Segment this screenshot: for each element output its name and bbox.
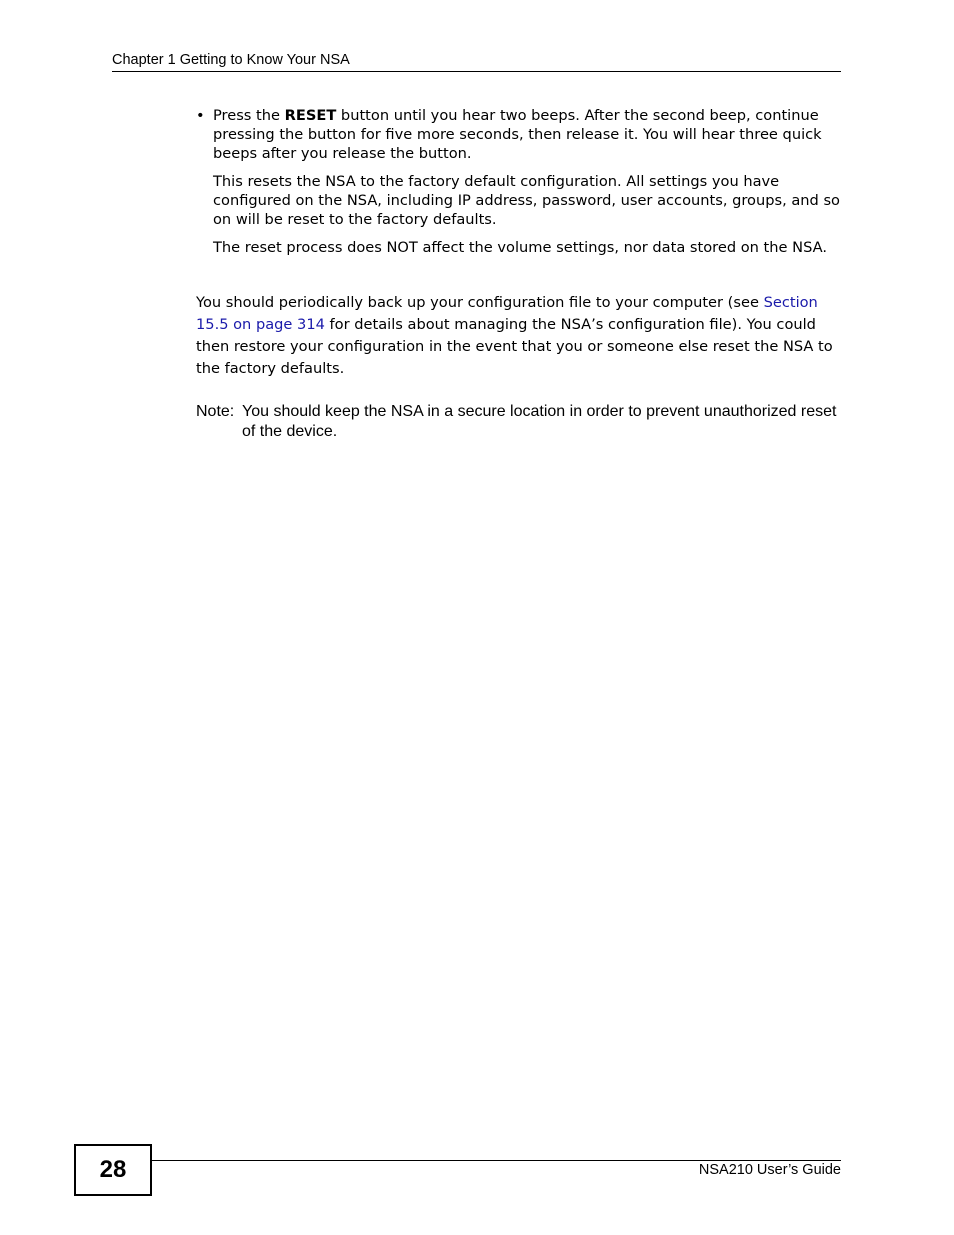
backup-text-start: You should periodically back up your configuration file to your computer (see [196, 294, 764, 311]
bullet-text-end: button until you hear two beeps. After the second beep, continue pressing the button for five more seconds, then release it. You will hear three quick beeps after you release the button. [213, 107, 822, 162]
footer-divider [152, 1160, 841, 1161]
bullet-text-start: Press the [213, 107, 285, 124]
chapter-header: Chapter 1 Getting to Know Your NSA [112, 52, 350, 68]
backup-paragraph [196, 292, 842, 380]
reset-bullet-section [196, 106, 842, 257]
backup-text-end: for details about managing the NSA’s configuration file). You could then restore your configuration in the event that you or someone else reset the NSA to the factory defaults. [196, 316, 833, 377]
bullet-paragraph [213, 106, 842, 163]
guide-title: NSA210 User’s Guide [698, 1162, 841, 1178]
bullet-item [196, 106, 842, 163]
reset-effect-paragraph: This resets the NSA to the factory default configuration. All settings you have configured on the NSA, including IP address, password, user accounts, groups, and so on will be reset to the factory defaults. [213, 173, 840, 228]
reset-scope-paragraph: The reset process does NOT affect the volume settings, nor data stored on the NSA. [213, 239, 827, 256]
header-divider [112, 71, 841, 72]
note-text: You should keep the NSA in a secure location in order to prevent unauthorized reset of the device. [242, 403, 837, 440]
bullet-marker: • [196, 107, 205, 124]
reset-keyword: RESET [284, 107, 337, 124]
note-label: Note: [196, 403, 235, 420]
note-block [196, 402, 846, 442]
section-link[interactable]: Section 15.5 on page 314 [196, 294, 818, 333]
page-number: 28 [74, 1144, 152, 1196]
